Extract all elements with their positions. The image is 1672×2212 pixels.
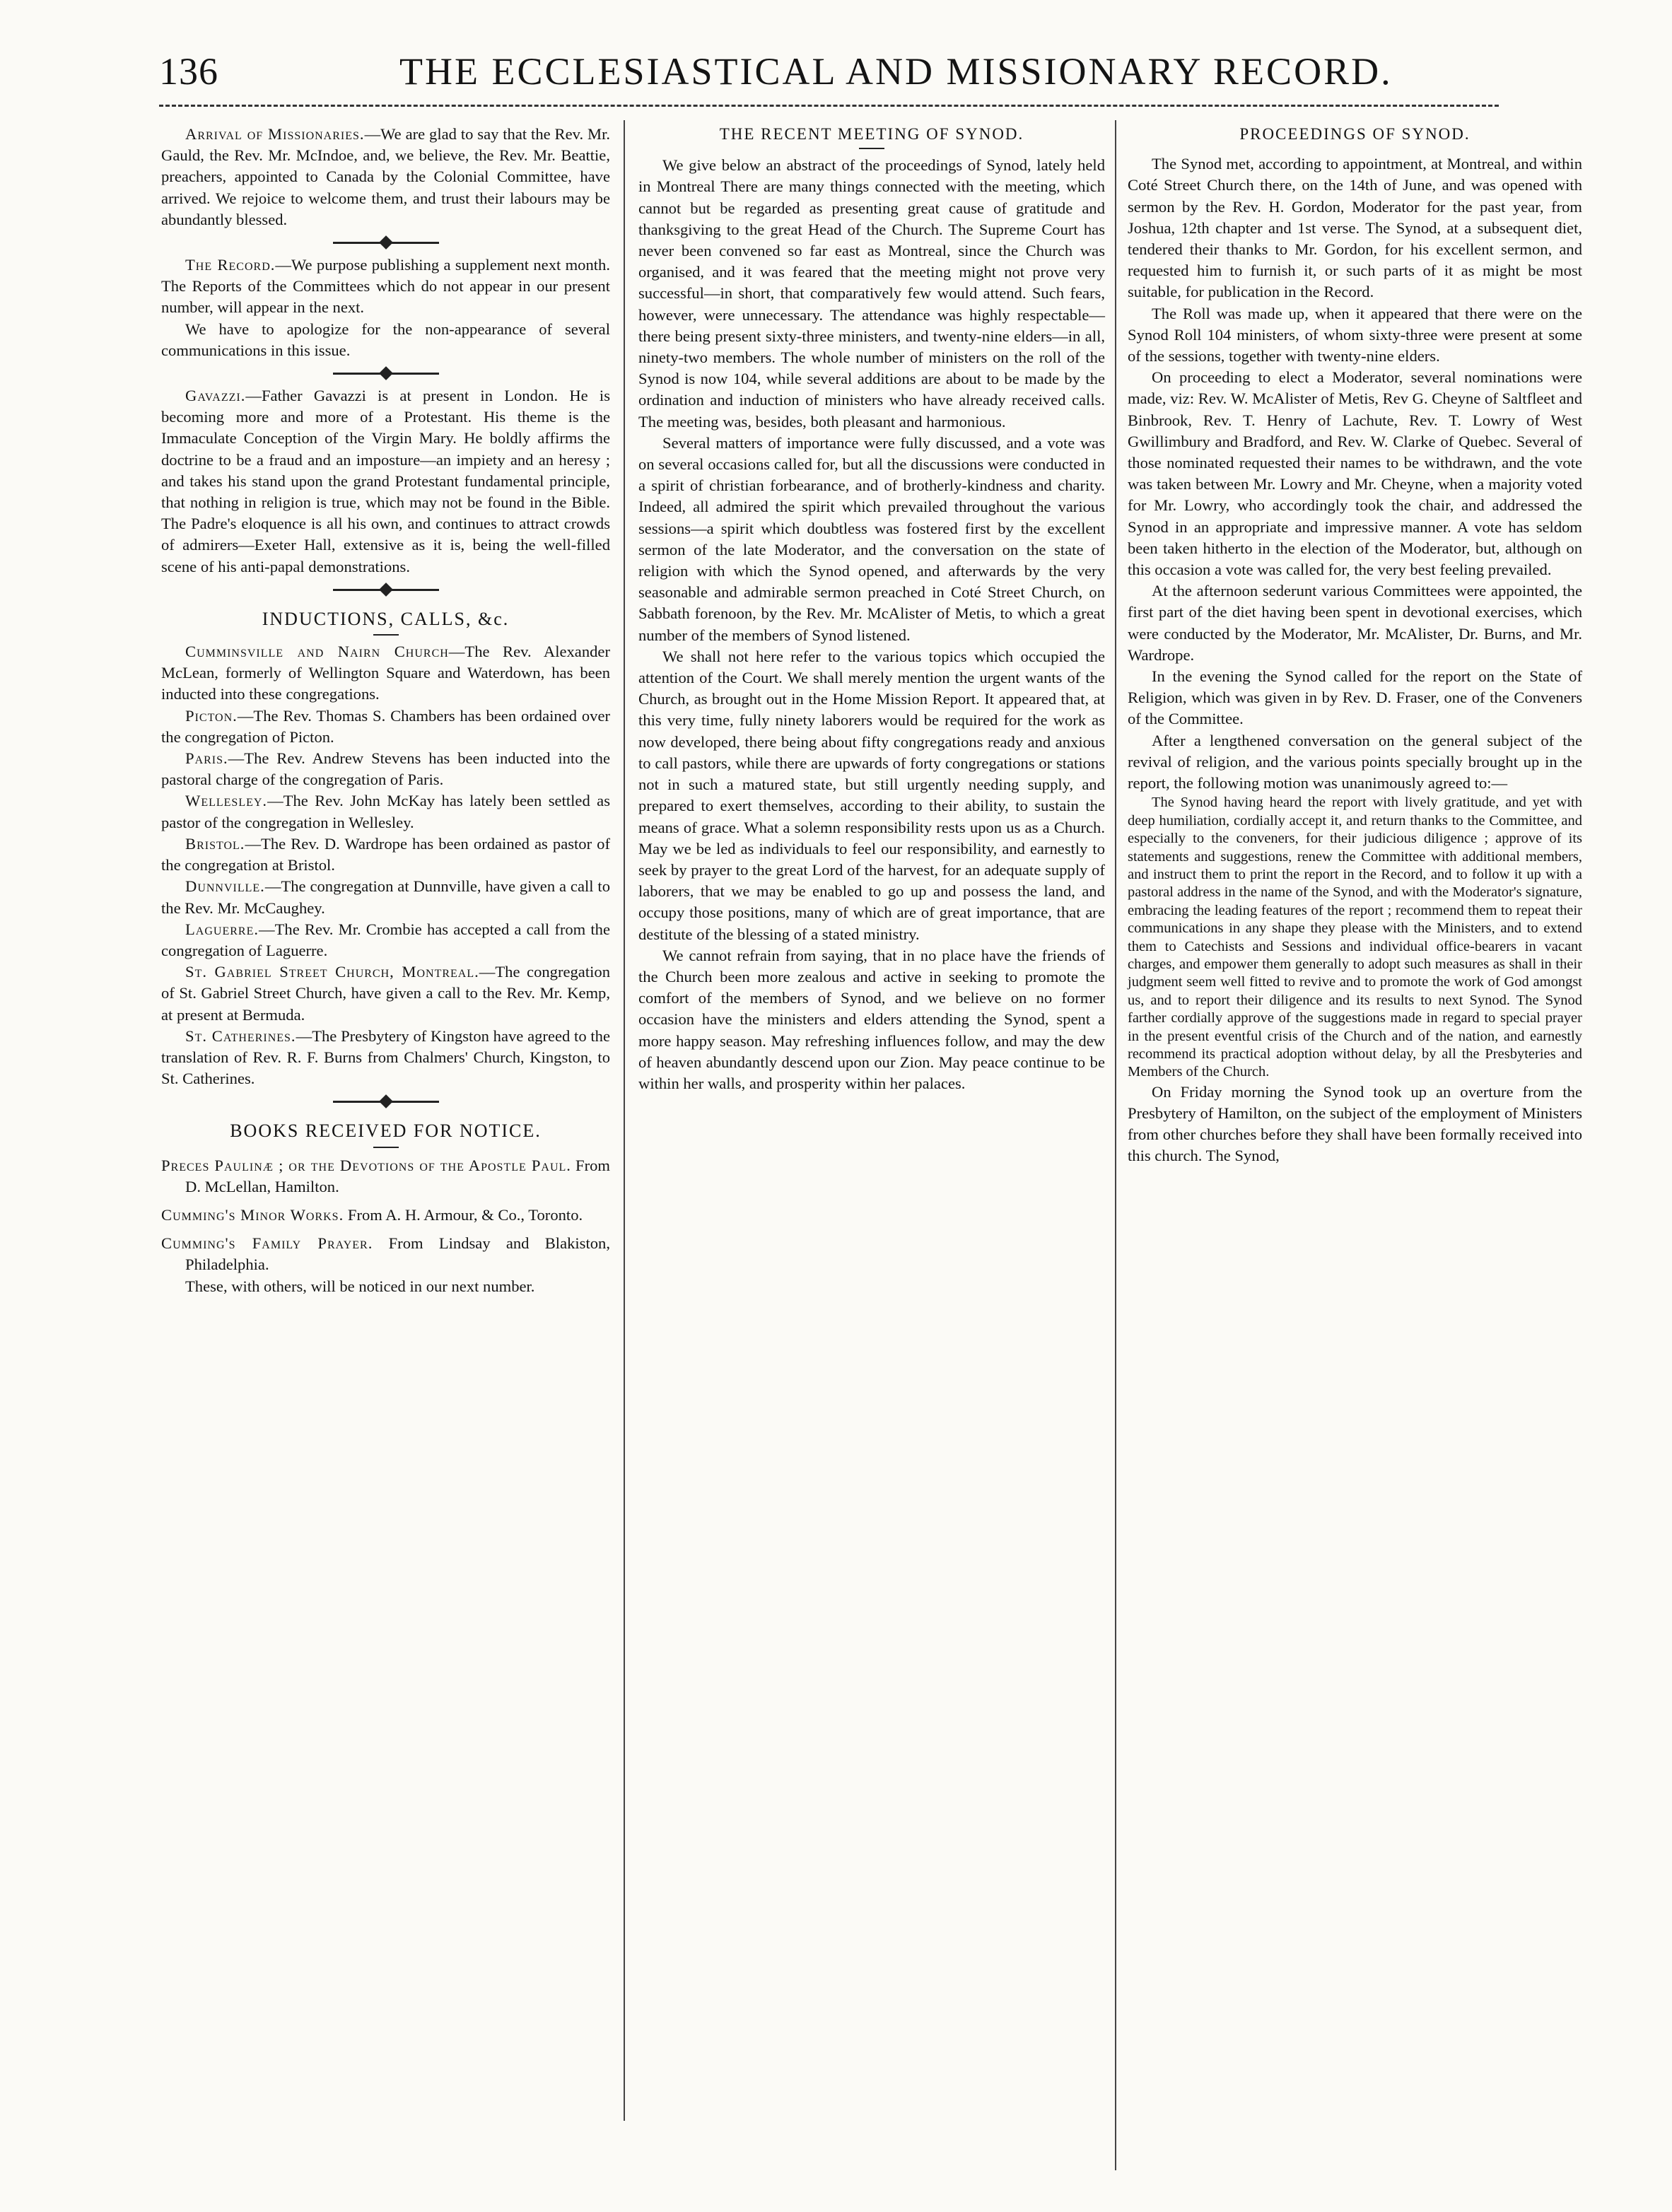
proceedings-paragraph: In the evening the Synod called for the report on the State of Religion, which was given in by Rev. D. Fraser, one of the Conveners of the Committee. — [1128, 667, 1582, 728]
induction-item — [161, 641, 610, 706]
meeting-paragraph: We shall not here refer to the various topics which occupied the attention of the Court. We shall merely mention the urgent wants of the Church, as brought out in the Home Mission Report. It appeared that, at this very time, fully ninety laborers would be required for the work as now developed, there being about fifty congregations ready and anxious to call pastors, while there are upwards of forty congregations or stations not in such a matured state, but still urgently needing supply, and prepared to exert themselves, according to their ability, to sustain the means of grace. What a solemn responsibility rests upon us as a Church. May we be led as individuals to feel our responsibility, and earnestly to seek by prayer to the great Lord of the harvest, for an adequate supply of laborers, that we may be enabled to go up and possess the land, and occupy those positions, many of which are of great importance, that are destitute of the blessing of a stated ministry. — [638, 647, 1105, 943]
arrival-lead: Arrival of Missionaries. — [185, 125, 365, 143]
ornamental-divider — [161, 1089, 610, 1113]
ornamental-divider — [161, 578, 610, 602]
column-divider-right — [1115, 120, 1116, 2170]
proceedings-paragraph: The Roll was made up, when it appeared that there were on the Synod Roll 104 ministers, of whom sixty-three were present at some of the sessions, together with twenty-nine elders. — [1128, 304, 1582, 365]
heading-rule — [859, 148, 884, 149]
induction-text: —The congregation of St. Gabriel Street Church, have given a call to the Rev. Mr. Kemp, at present at Bermuda. — [161, 963, 610, 1024]
proceedings-paragraph: At the afternoon sederunt various Committees were appointed, the first part of the diet having been spent in devotional exercises, which were conducted by the Moderator, Mr. McAlister, Dr. Burns, and Mr. Wardrope. — [1128, 582, 1582, 664]
heading-rule — [373, 634, 399, 636]
book-source: From D. McLellan, Hamilton. — [185, 1156, 610, 1195]
induction-text: —The Rev. Alexander McLean, formerly of Wellington Square and Waterdown, has been inducted into these congregations. — [161, 643, 610, 703]
induction-text: —The Rev. D. Wardrope has been ordained as pastor of the congregation at Bristol. — [161, 834, 610, 874]
page-header — [159, 49, 1502, 98]
induction-item — [161, 1026, 610, 1090]
record-apology: We have to apologize for the non-appearance of several communications in this issue. — [161, 320, 610, 359]
induction-lead: Wellesley. — [185, 792, 268, 810]
arrival-text: —We are glad to say that the Rev. Mr. Gauld, the Rev. Mr. McIndoe, and, we believe, the Rev. Mr. Beattie, preachers, appointed to Canada by the Colonial Committee, have arrived. We rejoice to welcome them, and trust their labours may be abundantly blessed. — [161, 125, 610, 228]
journal-title: THE ECCLESIASTICAL AND MISSIONARY RECORD. — [399, 50, 1393, 93]
book-source: From Lindsay and Blakiston, Philadelphia. — [185, 1234, 610, 1274]
meeting-paragraph: We cannot refrain from saying, that in no place have the friends of the Church been more zealous and active in seeking to promote the comfort of the members of Synod, and we believe on no former occasion have the ministers and elders attending the Synod, spent a more happy season. May refreshing influences follow, and may the dew of heaven abundantly descend upon our Zion. May peace continue to be within her walls, and prosperity within her palaces. — [638, 946, 1105, 1092]
gavazzi-lead: Gavazzi. — [185, 387, 246, 405]
heading-rule — [373, 1147, 399, 1148]
books-list — [161, 1155, 610, 1276]
record-lead: The Record. — [185, 256, 276, 274]
induction-lead: Cumminsville and Nairn Church — [185, 643, 449, 661]
header-rule — [159, 105, 1499, 107]
synod-motion: The Synod having heard the report with lively gratitude, and yet with deep humiliation, cordially accept it, and return thanks to the Committee, and especially to the conveners, for their judicious diligence ; approve of its statements and suggestions, renew the Committee with additional members, and instruct them to print the report in the Record, and to follow it up with a pastoral address in the name of the Synod, and with the Moderator's signature, embracing the leading features of the report ; recommend them to repeat their communications in any shape they please with the Ministers, and to extend them to Catechists and Sessions and individual office-bearers in vacant charges, and empower them generally to adopt such measures as shall in their judgment seem well fitted to revive and to promote the work of God amongst us, and to report their diligence and its results to next Synod. The Synod farther cordially approve of the suggestions made in regard to special prayer in the present eventful crisis of the Church and of the nation, and earnestly recommend its practical adoption without delay, by all the Presbyteries and Members of the Church. — [1128, 795, 1582, 1080]
book-title: Cumming's Family Prayer. — [161, 1234, 373, 1253]
induction-item — [161, 876, 610, 918]
induction-text: —The Presbytery of Kingston have agreed to the translation of Rev. R. F. Burns from Chalmers' Church, Kingston, to St. Catherines. — [161, 1026, 611, 1088]
induction-text: —The congregation at Dunnville, have given a call to the Rev. Mr. McCaughey. — [161, 877, 610, 917]
induction-text: —The Rev. Thomas S. Chambers has been ordained over the congregation of Picton. — [161, 706, 610, 746]
recent-meeting-heading: THE RECENT MEETING OF SYNOD. — [719, 125, 1024, 143]
page-number: 136 — [159, 50, 218, 93]
column-middle — [638, 124, 1105, 1094]
induction-text: —The Rev. John McKay has lately been settled as pastor of the congregation in Wellesley. — [161, 792, 610, 831]
inductions-list — [161, 641, 610, 1089]
induction-lead: Bristol. — [185, 834, 245, 853]
proceedings-paragraph: The Synod met, according to appointment, at Montreal, and within Coté Street Church there, on the 14th of June, and was opened with sermon by the Rev. H. Gordon, Moderator for the past year, from Joshua, 12th chapter and 1st verse. The Synod, at a subsequent diet, tendered their thanks to Mr. Gordon, for his excellent sermon, and requested him to furnish it, or such parts of it as might be most suitable, for publication in the Record. — [1128, 155, 1582, 301]
column-divider-left — [624, 120, 625, 2121]
induction-lead: Dunnville. — [185, 877, 265, 896]
book-item — [161, 1155, 610, 1198]
record-paragraph — [161, 254, 610, 319]
gavazzi-paragraph — [161, 385, 610, 578]
inductions-heading: INDUCTIONS, CALLS, &c. — [262, 608, 510, 629]
induction-item — [161, 833, 610, 876]
book-source: From A. H. Armour, & Co., Toronto. — [344, 1205, 583, 1224]
book-item — [161, 1205, 610, 1226]
induction-item — [161, 748, 610, 790]
ornamental-divider — [161, 230, 610, 254]
books-heading: BOOKS RECEIVED FOR NOTICE. — [230, 1120, 542, 1142]
induction-lead: Paris. — [185, 749, 228, 768]
proceedings-heading: PROCEEDINGS OF SYNOD. — [1239, 125, 1471, 143]
induction-lead: St. Catherines. — [185, 1026, 296, 1045]
book-item — [161, 1233, 610, 1275]
induction-lead: St. Gabriel Street Church, Montreal. — [185, 963, 479, 981]
book-title: Preces Paulinæ ; or the Devotions of the Apostle Paul. — [161, 1156, 571, 1174]
induction-lead: Picton. — [185, 706, 238, 725]
meeting-paragraph: We give below an abstract of the proceedings of Synod, lately held in Montreal There are many things connected with the meeting, which cannot but be regarded as presenting great cause of gratitude and thanksgiving to the great Head of the Church. The Supreme Court has never been convened so far east as Montreal, since the Church was organised, and it was feared that the meeting might not prove very successful—in short, that comparatively few would attend. Such fears, however, were unnecessary. The attendance was highly respectable—there being present sixty-three ministers, and twenty-nine elders—in all, ninety-two members. The whole number of ministers on the roll of the Synod is now 104, while several additions are about to be made by the ordination and induction of ministers who have already received calls. The meeting was, besides, both pleasant and harmonious. — [638, 156, 1105, 431]
gavazzi-text: —Father Gavazzi is at present in London. He is becoming more and more of a Protestant. His theme is the Immaculate Conception of the Virgin Mary. He boldly affirms the doctrine to be a fraud and an imposture—an impiety and an heresy ; and takes his stand upon the grand Protestant fundamental principle, that nothing in religion is true, which may not be found in the Bible. The Padre's eloquence is all his own, and continues to attract crowds of admirers—Exeter Hall, extensive as it is, being the well-filled scene of his anti-papal demonstrations. — [161, 387, 610, 575]
induction-item — [161, 706, 610, 748]
meeting-paragraph: Several matters of importance were fully discussed, and a vote was on several occasions called for, but all the discussions were conducted in a spirit of christian forbearance, and of brotherly-kindness and charity. Indeed, all admired the spirit which prevailed throughout the various sessions—a spirit which doubtless was fostered first by the excellent sermon of the late Moderator, and the conversation on the state of religion with which the Synod opened, and afterwards by the very seasonable and admirable sermon preached in Coté Street Church, on Sabbath forenoon, by the Rev. Mr. McAlister of Metis, to which a great number of the members of Synod listened. — [638, 433, 1105, 644]
record-text: —We purpose publishing a supplement next month. The Reports of the Committees which do not appear in our present number, will appear in the next. — [161, 256, 610, 317]
column-left — [161, 124, 610, 1297]
induction-lead: Laguerre. — [185, 920, 259, 938]
induction-item — [161, 919, 610, 961]
induction-item — [161, 790, 610, 833]
induction-text: —The Rev. Mr. Crombie has accepted a call from the congregation of Laguerre. — [161, 920, 610, 959]
column-right — [1128, 124, 1582, 1167]
book-title: Cumming's Minor Works. — [161, 1205, 344, 1224]
proceedings-paragraph: On proceeding to elect a Moderator, several nominations were made, viz: Rev. W. McAlister of Metis, Rev G. Cheyne of Saltfleet and Binbrook, Rev. T. Henry of Lachute, Rev. T. Lowry of West Gwillimbury and Bradford, and Rev. W. Clarke of Quebec. Several of those nominated requested their names to be withdrawn, and the vote was taken between Mr. Lowry and Mr. Cheyne, when a majority voted for Mr. Lowry, who accordingly took the chair, and addressed the Synod in an appropriate and impressive manner. A vote has seldom been taken hitherto in the election of the Moderator, but, although on this occasion a vote was called for, the very best feeling prevailed. — [1128, 368, 1582, 579]
ornamental-divider — [161, 361, 610, 385]
proceedings-paragraph: After a lengthened conversation on the general subject of the revival of religion, and the various points specially brought up in the report, the following motion was unanimously agreed to:— — [1128, 731, 1582, 792]
induction-text: —The Rev. Andrew Stevens has been inducted into the pastoral charge of the congregation of Paris. — [161, 749, 610, 789]
books-closing: These, with others, will be noticed in our next number. — [185, 1277, 535, 1295]
arrival-paragraph — [161, 124, 610, 230]
induction-item — [161, 961, 610, 1026]
proceedings-closing: On Friday morning the Synod took up an overture from the Presbytery of Hamilton, on the subject of the employment of Ministers from other churches before they shall have been formally received into this church. The Synod, — [1128, 1082, 1582, 1165]
